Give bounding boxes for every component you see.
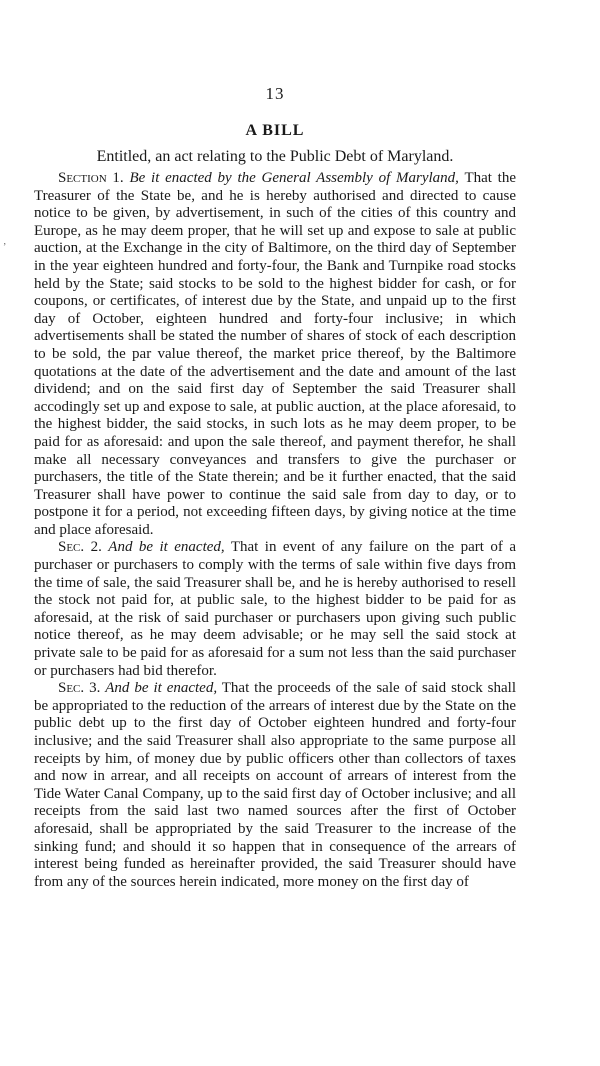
section-3 xyxy=(34,680,516,891)
section-2 xyxy=(34,539,516,680)
section-1 xyxy=(34,170,516,539)
enacting-clause: And be it enacted, xyxy=(105,680,218,697)
section-text: That the proceeds of the sale of said stock shall be appropriated to the reduction of the arrears of interest due by the State on the public debt up to the first day of October eighteen hundred and forty-four inclusive; and the said Treasurer shall also appropriate to the same purpose all receipts by him, of money due by public officers other than collectors of taxes and now in arrear, and all receipts on account of arrears of interest from the Tide Water Canal Company, up to the said first day of October inclusive; and all receipts from the said last two named sources after the first of October aforesaid, shall be appropriated by the said Treasurer to the increase of the sinking fund; and should it so happen that in consequence of the arrears of interest being funded as hereinafter provided, the said Treasurer should have from any of the sources herein indicated, more money on the first day of xyxy=(34,680,516,890)
enacting-clause: And be it enacted, xyxy=(108,539,225,556)
enacting-clause: Be it enacted by the General Assembly of Maryland, xyxy=(129,170,459,186)
margin-mark: ’ xyxy=(3,242,7,253)
section-label: Sec. 3. xyxy=(58,680,101,697)
section-text: That the Treasurer of the State be, and he is hereby authorised and directed to cause notice to be given, by advertisement, in such of the cities of this country and Europe, as he may deem proper, that he will set up and expose to sale at public auction, at the Exchange in the city of Baltimore, on the third day of September in the year eighteen hundred and forty-four, the Bank and Turnpike road stocks held by the State; said stocks to be sold to the highest bidder for cash, or for coupons, or certificates, of interest due by the State, and unpaid up to the first day of October, eighteen hundred and forty-four inclusive; in which advertisements shall be stated the number of shares of stock of each description to be sold, the par value thereof, the market price thereof, by the Baltimore quotations at the date of the advertisement and the date and amount of the last dividend; and on the said first day of September the said Treasurer shall accodingly set up and expose to sale, at public auction, at the place aforesaid, to the highest bidder, the said stocks, in such lots as he may deem proper, to be paid for as aforesaid: and upon the sale thereof, and payment therefor, he shall make all necessary conveyances and transfers to give the purchaser or purchasers, the title of the State therein; and be it further enacted, that the said Treasurer shall have power to continue the said sale from day to day, or to postpone it for a period, not exceeding fifteen days, by giving notice at the time and place aforesaid. xyxy=(34,170,517,538)
section-text: That in event of any failure on the part of a purchaser or purchasers to comply with the terms of sale within five days from the time of sale, the said Treasurer shall be, and he is hereby authorised to resell the stock not paid for, at public sale, to the highest bidder to be paid for as aforesaid, at the risk of said purchaser or purchasers upon giving such public notice thereof, as he may deem advisable; or he may sell the said stock at private sale to be paid for as aforesaid for a sum not less than the said purchaser or purchasers had bid therefor. xyxy=(34,539,516,679)
section-label: Sec. 2. xyxy=(58,539,102,556)
section-label: Section 1. xyxy=(58,170,124,186)
page-number: 13 xyxy=(265,84,285,103)
bill-subtitle: Entitled, an act relating to the Public Debt of Maryland. xyxy=(96,148,454,165)
document-page xyxy=(34,84,516,891)
bill-title: A BILL xyxy=(245,122,305,139)
